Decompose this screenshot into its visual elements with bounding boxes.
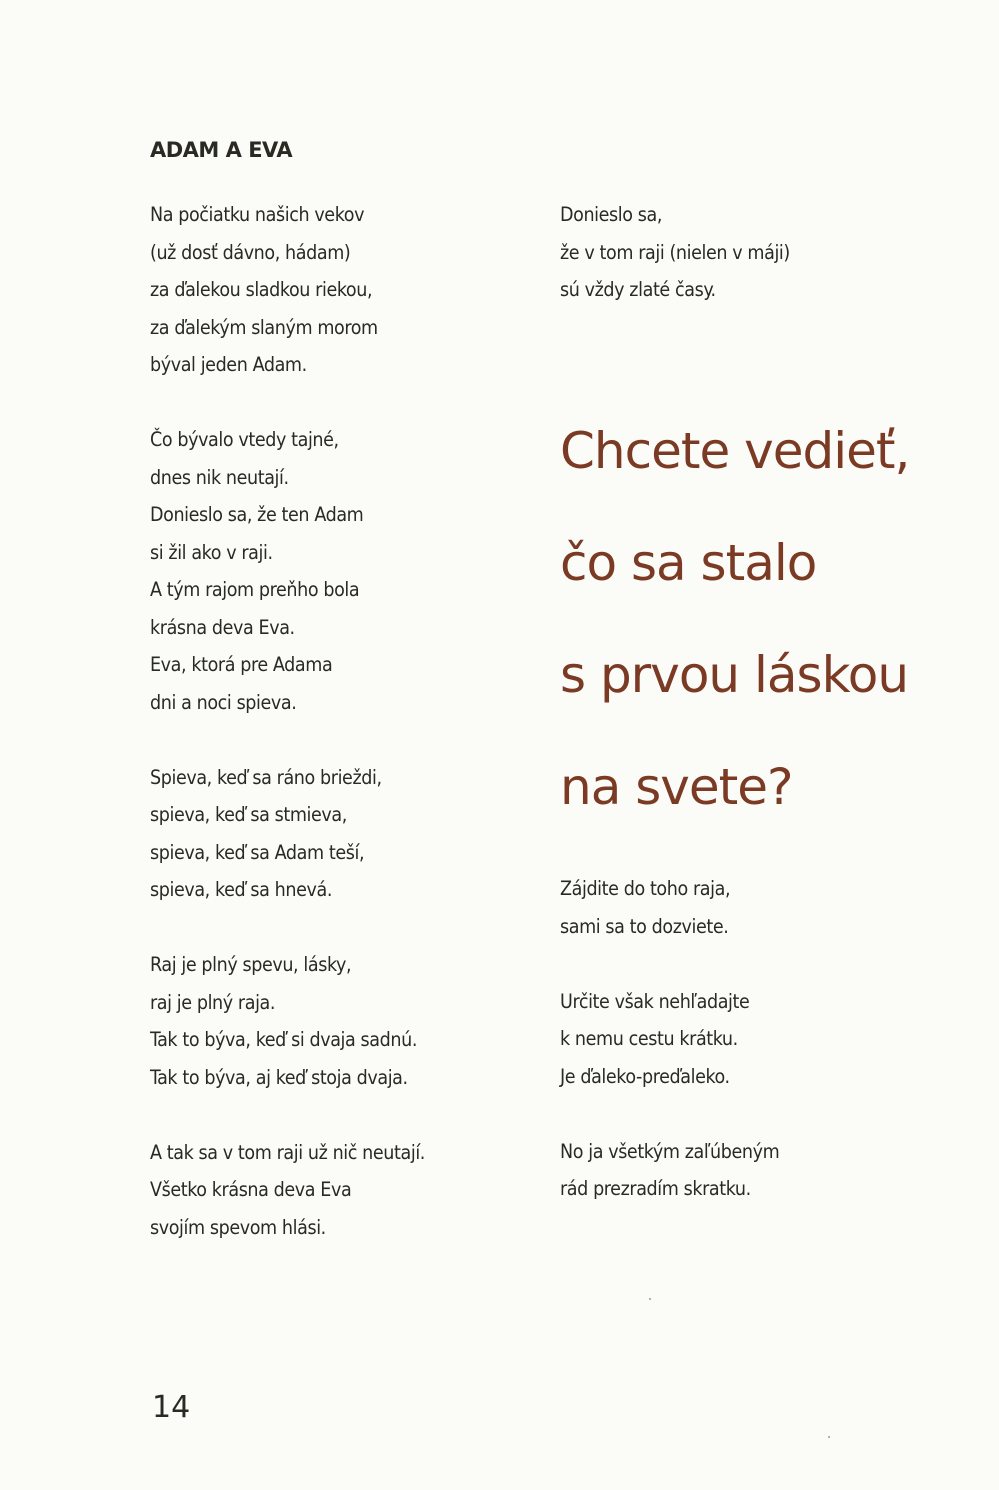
- poem-title: ADAM A EVA: [150, 138, 293, 163]
- verse-line: býval jeden Adam.: [150, 353, 307, 376]
- verse-line: že v tom raji (nielen v máji): [560, 240, 790, 264]
- verse-line: Určite však nehľadajte: [560, 989, 750, 1013]
- highlight-question: [560, 395, 980, 843]
- verse-line: dnes nik neutají.: [150, 465, 289, 489]
- verse-line: spieva, keď sa stmieva,: [150, 803, 347, 826]
- verse-line: za ďalekým slaným morom: [150, 315, 378, 339]
- page-number: 14: [152, 1390, 191, 1425]
- stanza: [150, 946, 510, 1096]
- verse-line: Spieva, keď sa ráno brieždi,: [150, 765, 382, 789]
- stanza: [150, 196, 510, 384]
- verse-line: No ja všetkým zaľúbeným: [560, 1139, 780, 1163]
- paper-speck: [649, 1298, 651, 1300]
- verse-line: rád prezradím skratku.: [560, 1177, 751, 1200]
- stanza: [560, 196, 960, 309]
- stanza: [150, 759, 510, 909]
- verse-line: A tak sa v tom raji už nič neutají.: [150, 1140, 425, 1164]
- highlight-line: s prvou láskou: [560, 646, 909, 704]
- verse-line: krásna deva Eva.: [150, 615, 295, 639]
- right-column-top: [560, 196, 960, 346]
- paper-speck: [828, 1436, 830, 1438]
- stanza: [150, 421, 510, 721]
- left-column: [150, 196, 510, 1284]
- stanza: [560, 983, 960, 1096]
- verse-line: Donieslo sa, že ten Adam: [150, 503, 364, 526]
- verse-line: Na počiatku našich vekov: [150, 203, 365, 226]
- right-column-bottom: [560, 870, 960, 1245]
- highlight-line: na svete?: [560, 758, 793, 816]
- verse-line: dni a noci spieva.: [150, 690, 297, 714]
- highlight-line: čo sa stalo: [560, 534, 817, 592]
- verse-line: svojím spevom hlási.: [150, 1215, 326, 1239]
- stanza: [560, 870, 960, 945]
- verse-line: Tak to býva, aj keď stoja dvaja.: [150, 1065, 408, 1089]
- verse-line: Zájdite do toho raja,: [560, 877, 731, 900]
- verse-line: Donieslo sa,: [560, 203, 663, 226]
- stanza: [560, 1133, 960, 1208]
- highlight-line: Chcete vedieť,: [560, 422, 910, 480]
- verse-line: si žil ako v raji.: [150, 540, 273, 564]
- stanza: [150, 1134, 510, 1247]
- verse-line: spieva, keď sa Adam teší,: [150, 840, 365, 864]
- verse-line: k nemu cestu krátku.: [560, 1027, 738, 1050]
- verse-line: Raj je plný spevu, lásky,: [150, 953, 352, 976]
- verse-line: spieva, keď sa hnevá.: [150, 878, 332, 901]
- verse-line: raj je plný raja.: [150, 990, 276, 1014]
- verse-line: sú vždy zlaté časy.: [560, 278, 716, 301]
- verse-line: Čo bývalo vtedy tajné,: [150, 428, 339, 451]
- verse-line: Eva, ktorá pre Adama: [150, 653, 333, 676]
- verse-line: za ďalekou sladkou riekou,: [150, 278, 373, 301]
- verse-line: (už dosť dávno, hádam): [150, 240, 351, 264]
- verse-line: sami sa to dozviete.: [560, 914, 729, 938]
- verse-line: A tým rajom preňho bola: [150, 578, 360, 601]
- verse-line: Je ďaleko-preďaleko.: [560, 1064, 730, 1088]
- verse-line: Všetko krásna deva Eva: [150, 1178, 352, 1201]
- verse-line: Tak to býva, keď si dvaja sadnú.: [150, 1028, 417, 1051]
